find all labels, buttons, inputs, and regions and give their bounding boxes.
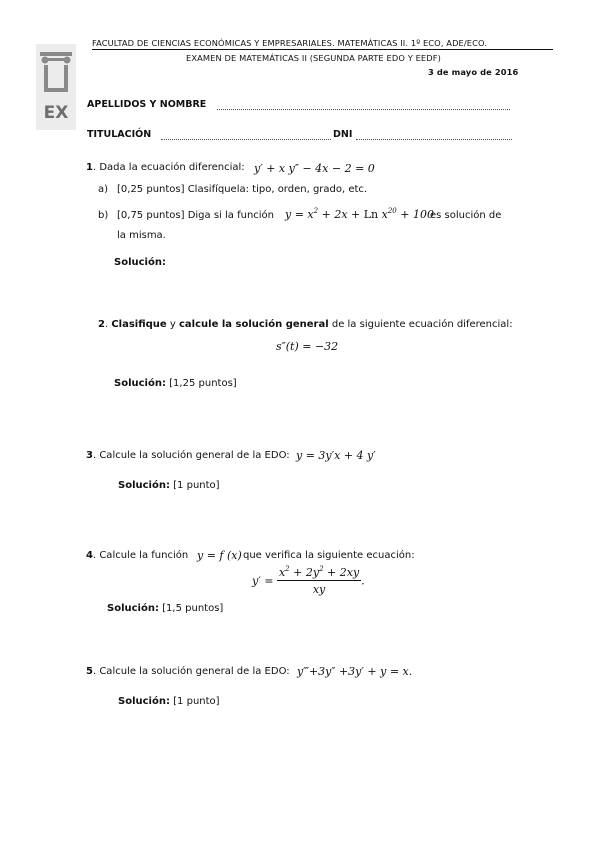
apellidos-label: APELLIDOS Y NOMBRE (87, 99, 207, 110)
problem-4-fraction: $\frac{x^2 + 2y^2 + 2xy}{xy}$ (278, 565, 360, 596)
problem-2-equation: s″(t) = −32 (276, 340, 339, 353)
problem-3-equation: y = 3y′x + 4 y′ (296, 449, 376, 462)
problem-4-function: y = f (x) (197, 549, 242, 562)
problem-3-points: [1 punto] (173, 480, 220, 491)
problem-3-number: 3 (86, 450, 93, 461)
problem-4-equation: y′ = $\frac{x^2 + 2y^2 + 2xy}{xy}$ . (252, 565, 365, 596)
problem-1-a-text: [0,25 puntos] Clasifíquela: tipo, orden, grado, etc. (117, 184, 368, 195)
header-faculty-line: FACULTAD DE CIENCIAS ECONÓMICAS Y EMPRESARIALES. MATEMÁTICAS II. 1º ECO, ADE/ECO. (92, 38, 488, 48)
problem-1-b-text-after: es solución de (430, 210, 502, 221)
problem-1-b-marker: b) (98, 210, 109, 221)
problem-2-statement: 2. Clasifique y calcule la solución general de la siguiente ecuación diferencial: (98, 319, 513, 330)
problem-5-solution (118, 696, 220, 707)
problem-4-text-after: que verifica la siguiente ecuación: (243, 550, 415, 561)
problem-2-solution-label: Solución: (114, 378, 166, 389)
problem-4-statement: 4. Calcule la función (86, 550, 189, 561)
header-rule (92, 49, 553, 50)
problem-2-solution (114, 378, 237, 389)
problem-2-number: 2 (98, 319, 105, 330)
problem-5-solution-label: Solución: (118, 696, 170, 707)
problem-2-points: [1,25 puntos] (169, 378, 237, 389)
problem-4-text-before: Calcule la función (99, 550, 189, 561)
problem-3-solution (118, 480, 220, 491)
problem-1-function: $y = x^2 + 2x + Ln$ $x^{20} + 100$ (285, 207, 434, 221)
problem-2-and: y (169, 319, 176, 330)
problem-4-solution (107, 603, 223, 614)
problem-1-statement: 1. Dada la ecuación diferencial: (86, 162, 245, 173)
problem-3-statement: 3. Calcule la solución general de la EDO: (86, 450, 290, 461)
problem-1-equation: y′ + x y″ − 4x − 2 = 0 (254, 162, 375, 175)
problem-2-bold-classify: Clasifique (111, 319, 167, 330)
dni-label: DNI (333, 129, 353, 140)
titulacion-field[interactable] (161, 139, 331, 140)
problem-1-solution-label: Solución: (114, 257, 166, 268)
logo-text: EX (43, 103, 69, 123)
problem-5-points: [1 punto] (173, 696, 220, 707)
problem-5-text: Calcule la solución general de la EDO: (99, 666, 290, 677)
problem-3-text: Calcule la solución general de la EDO: (99, 450, 290, 461)
header-exam-line: EXAMEN DE MATEMÁTICAS II (SEGUNDA PARTE EDO Y EEDF) (186, 53, 441, 63)
problem-4-solution-label: Solución: (107, 603, 159, 614)
university-logo (36, 44, 76, 130)
problem-2-rest: de la siguiente ecuación diferencial: (331, 319, 513, 330)
problem-4-points: [1,5 puntos] (162, 603, 224, 614)
problem-1-b-text-line2: la misma. (117, 230, 166, 241)
problem-1-b-text: [0,75 puntos] Diga si la función (117, 210, 275, 221)
problem-1-intro: Dada la ecuación diferencial: (99, 162, 245, 173)
problem-4-number: 4 (86, 550, 93, 561)
titulacion-label: TITULACIÓN (87, 129, 152, 140)
problem-5-equation: y‴+3y″ +3y′ + y = x. (297, 665, 413, 678)
problem-3-solution-label: Solución: (118, 480, 170, 491)
problem-2-bold-solve: calcule la solución general (179, 319, 329, 330)
dni-field[interactable] (356, 139, 512, 140)
problem-1-a-marker: a) (98, 184, 109, 195)
apellidos-field[interactable] (217, 109, 510, 110)
exam-date: 3 de mayo de 2016 (428, 67, 519, 77)
problem-5-number: 5 (86, 666, 93, 677)
problem-5-statement: 5. Calcule la solución general de la EDO: (86, 666, 290, 677)
problem-1-number: 1 (86, 162, 93, 173)
